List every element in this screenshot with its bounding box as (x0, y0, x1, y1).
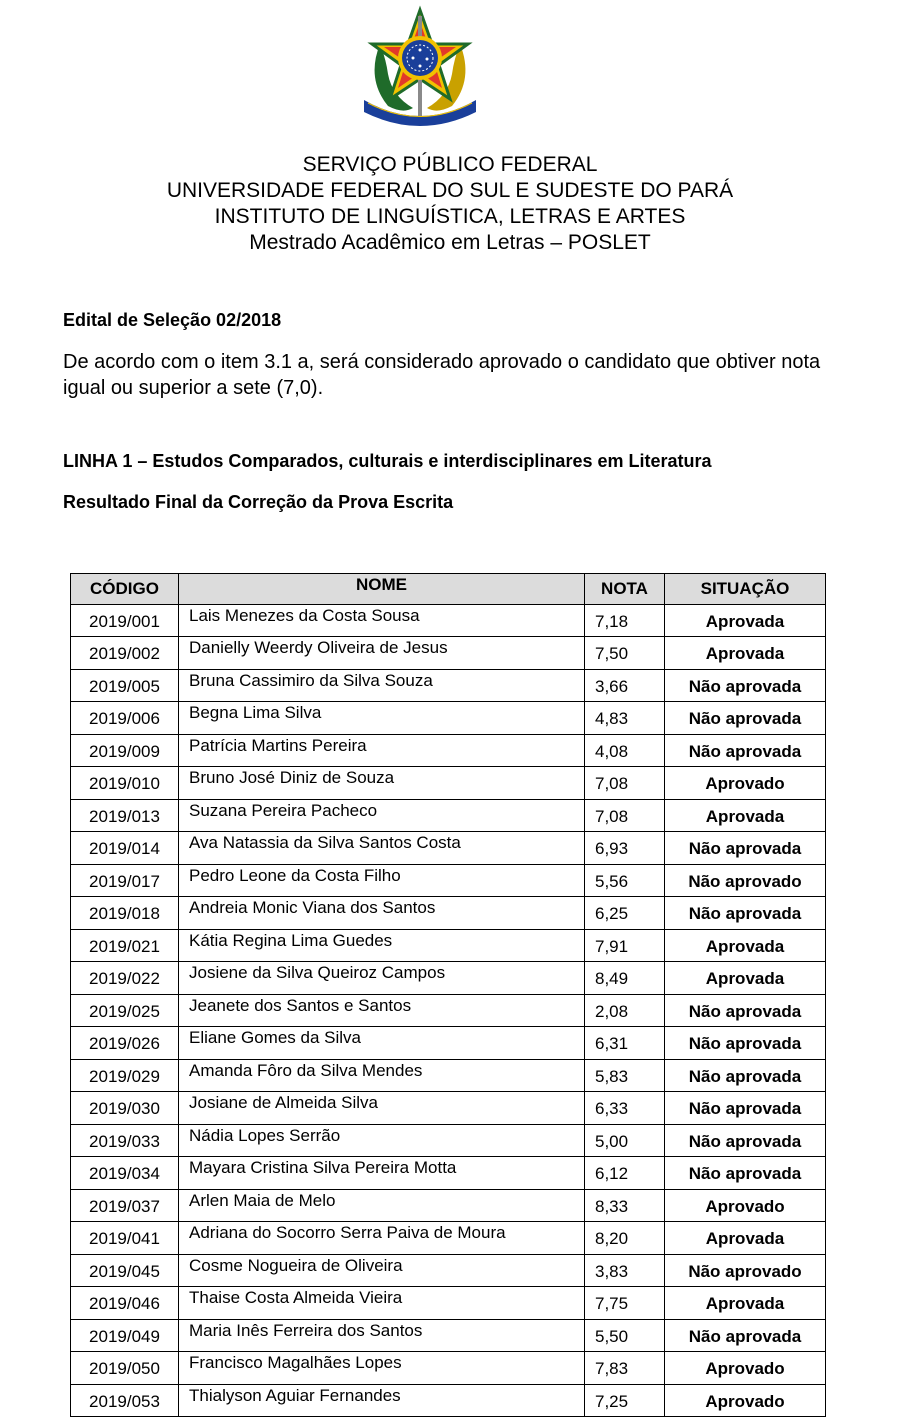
table-row (71, 1092, 826, 1125)
table-row (71, 604, 826, 637)
cell-codigo: 2019/021 (71, 929, 179, 962)
cell-nota: 7,83 (585, 1352, 665, 1385)
cell-nota: 6,33 (585, 1092, 665, 1125)
cell-nome: Eliane Gomes da Silva (179, 1027, 585, 1060)
table-row (71, 1124, 826, 1157)
cell-nota: 7,25 (585, 1384, 665, 1417)
cell-nome: Andreia Monic Viana dos Santos (179, 897, 585, 930)
cell-nome: Arlen Maia de Melo (179, 1189, 585, 1222)
cell-situacao: Aprovado (665, 1189, 826, 1222)
research-line-heading: LINHA 1 – Estudos Comparados, culturais e interdisciplinares em Literatura (63, 451, 712, 471)
cell-codigo: 2019/010 (71, 767, 179, 800)
cell-nota: 3,83 (585, 1254, 665, 1287)
cell-situacao: Aprovada (665, 799, 826, 832)
table-row (71, 1157, 826, 1190)
cell-nome: Kátia Regina Lima Guedes (179, 929, 585, 962)
cell-situacao: Aprovada (665, 1287, 826, 1320)
table-row (71, 1059, 826, 1092)
cell-codigo: 2019/045 (71, 1254, 179, 1287)
cell-nome: Danielly Weerdy Oliveira de Jesus (179, 637, 585, 670)
cell-nome: Nádia Lopes Serrão (179, 1124, 585, 1157)
cell-situacao: Não aprovado (665, 864, 826, 897)
cell-situacao: Não aprovada (665, 994, 826, 1027)
cell-codigo: 2019/026 (71, 1027, 179, 1060)
cell-nota: 5,50 (585, 1319, 665, 1352)
cell-nome: Thialyson Aguiar Fernandes (179, 1384, 585, 1417)
cell-nome: Suzana Pereira Pacheco (179, 799, 585, 832)
cell-codigo: 2019/005 (71, 669, 179, 702)
cell-situacao: Aprovado (665, 767, 826, 800)
cell-nota: 7,50 (585, 637, 665, 670)
cell-situacao: Não aprovada (665, 1059, 826, 1092)
cell-nota: 3,66 (585, 669, 665, 702)
cell-nome: Begna Lima Silva (179, 702, 585, 735)
cell-nome: Jeanete dos Santos e Santos (179, 994, 585, 1027)
cell-nota: 4,08 (585, 734, 665, 767)
header-line-3: INSTITUTO DE LINGUÍSTICA, LETRAS E ARTES (214, 205, 686, 228)
table-row (71, 799, 826, 832)
table-row (71, 1189, 826, 1222)
header-line-2: UNIVERSIDADE FEDERAL DO SUL E SUDESTE DO PARÁ (166, 179, 734, 202)
table-row (71, 637, 826, 670)
table-row (71, 962, 826, 995)
cell-nome: Patrícia Martins Pereira (179, 734, 585, 767)
column-header-nome: NOME (179, 574, 585, 605)
cell-nota: 8,33 (585, 1189, 665, 1222)
cell-nota: 7,08 (585, 767, 665, 800)
cell-codigo: 2019/030 (71, 1092, 179, 1125)
table-row (71, 1254, 826, 1287)
cell-nome: Ava Natassia da Silva Santos Costa (179, 832, 585, 865)
cell-nome: Mayara Cristina Silva Pereira Motta (179, 1157, 585, 1190)
cell-codigo: 2019/050 (71, 1352, 179, 1385)
document-header (0, 152, 900, 256)
table-row (71, 702, 826, 735)
cell-situacao: Não aprovada (665, 1027, 826, 1060)
cell-nome: Francisco Magalhães Lopes (179, 1352, 585, 1385)
table-row (71, 669, 826, 702)
cell-codigo: 2019/006 (71, 702, 179, 735)
table-row (71, 1384, 826, 1417)
cell-codigo: 2019/018 (71, 897, 179, 930)
cell-codigo: 2019/002 (71, 637, 179, 670)
cell-codigo: 2019/041 (71, 1222, 179, 1255)
cell-nota: 7,75 (585, 1287, 665, 1320)
cell-situacao: Não aprovado (665, 1254, 826, 1287)
cell-situacao: Aprovado (665, 1352, 826, 1385)
result-heading: Resultado Final da Correção da Prova Escrita (63, 492, 454, 512)
cell-nome: Lais Menezes da Costa Sousa (179, 604, 585, 637)
cell-nota: 7,91 (585, 929, 665, 962)
cell-nome: Maria Inês Ferreira dos Santos (179, 1319, 585, 1352)
cell-situacao: Aprovado (665, 1384, 826, 1417)
cell-situacao: Não aprovada (665, 1319, 826, 1352)
table-row (71, 929, 826, 962)
edital-title: Edital de Seleção 02/2018 (63, 310, 282, 330)
cell-codigo: 2019/014 (71, 832, 179, 865)
cell-nome: Josiene da Silva Queiroz Campos (179, 962, 585, 995)
cell-nome: Bruno José Diniz de Souza (179, 767, 585, 800)
column-header-nota: NOTA (585, 574, 665, 605)
cell-nota: 6,12 (585, 1157, 665, 1190)
cell-codigo: 2019/034 (71, 1157, 179, 1190)
cell-nome: Josiane de Almeida Silva (179, 1092, 585, 1125)
intro-paragraph: De acordo com o item 3.1 a, será considerado aprovado o candidato que obtiver nota igual ou superior a sete (7,0). (63, 351, 821, 399)
cell-nome: Thaise Costa Almeida Vieira (179, 1287, 585, 1320)
cell-nota: 5,83 (585, 1059, 665, 1092)
cell-codigo: 2019/022 (71, 962, 179, 995)
cell-nota: 4,83 (585, 702, 665, 735)
cell-codigo: 2019/025 (71, 994, 179, 1027)
cell-nota: 6,31 (585, 1027, 665, 1060)
cell-situacao: Não aprovada (665, 1157, 826, 1190)
cell-codigo: 2019/029 (71, 1059, 179, 1092)
table-row (71, 1027, 826, 1060)
table-row (71, 1352, 826, 1385)
cell-nota: 6,93 (585, 832, 665, 865)
cell-codigo: 2019/037 (71, 1189, 179, 1222)
cell-nome: Cosme Nogueira de Oliveira (179, 1254, 585, 1287)
cell-nome: Pedro Leone da Costa Filho (179, 864, 585, 897)
cell-codigo: 2019/009 (71, 734, 179, 767)
cell-codigo: 2019/033 (71, 1124, 179, 1157)
cell-situacao: Não aprovada (665, 897, 826, 930)
brazil-coat-of-arms-icon (358, 4, 482, 128)
table-row (71, 864, 826, 897)
table-row (71, 832, 826, 865)
cell-situacao: Aprovada (665, 962, 826, 995)
table-row (71, 767, 826, 800)
header-line-4: Mestrado Acadêmico em Letras – POSLET (249, 231, 651, 254)
cell-nota: 5,56 (585, 864, 665, 897)
cell-situacao: Não aprovada (665, 1092, 826, 1125)
cell-situacao: Não aprovada (665, 1124, 826, 1157)
table-row (71, 897, 826, 930)
cell-nota: 2,08 (585, 994, 665, 1027)
cell-situacao: Aprovada (665, 1222, 826, 1255)
cell-codigo: 2019/013 (71, 799, 179, 832)
table-header-row (71, 574, 826, 605)
cell-nome: Bruna Cassimiro da Silva Souza (179, 669, 585, 702)
table-row (71, 1287, 826, 1320)
results-table (70, 573, 826, 1417)
cell-nota: 8,20 (585, 1222, 665, 1255)
column-header-codigo: CÓDIGO (71, 574, 179, 605)
cell-situacao: Aprovada (665, 604, 826, 637)
cell-situacao: Não aprovada (665, 832, 826, 865)
cell-nome: Adriana do Socorro Serra Paiva de Moura (179, 1222, 585, 1255)
cell-codigo: 2019/017 (71, 864, 179, 897)
cell-situacao: Não aprovada (665, 734, 826, 767)
cell-nota: 5,00 (585, 1124, 665, 1157)
cell-codigo: 2019/049 (71, 1319, 179, 1352)
cell-nota: 6,25 (585, 897, 665, 930)
cell-codigo: 2019/053 (71, 1384, 179, 1417)
cell-nota: 7,08 (585, 799, 665, 832)
table-row (71, 734, 826, 767)
cell-codigo: 2019/046 (71, 1287, 179, 1320)
header-line-1: SERVIÇO PÚBLICO FEDERAL (302, 153, 598, 176)
cell-situacao: Não aprovada (665, 702, 826, 735)
cell-nota: 8,49 (585, 962, 665, 995)
table-row (71, 1222, 826, 1255)
cell-codigo: 2019/001 (71, 604, 179, 637)
cell-nota: 7,18 (585, 604, 665, 637)
column-header-situacao: SITUAÇÃO (665, 574, 826, 605)
cell-situacao: Aprovada (665, 929, 826, 962)
cell-situacao: Não aprovada (665, 669, 826, 702)
table-row (71, 1319, 826, 1352)
cell-nome: Amanda Fôro da Silva Mendes (179, 1059, 585, 1092)
cell-situacao: Aprovada (665, 637, 826, 670)
table-row (71, 994, 826, 1027)
